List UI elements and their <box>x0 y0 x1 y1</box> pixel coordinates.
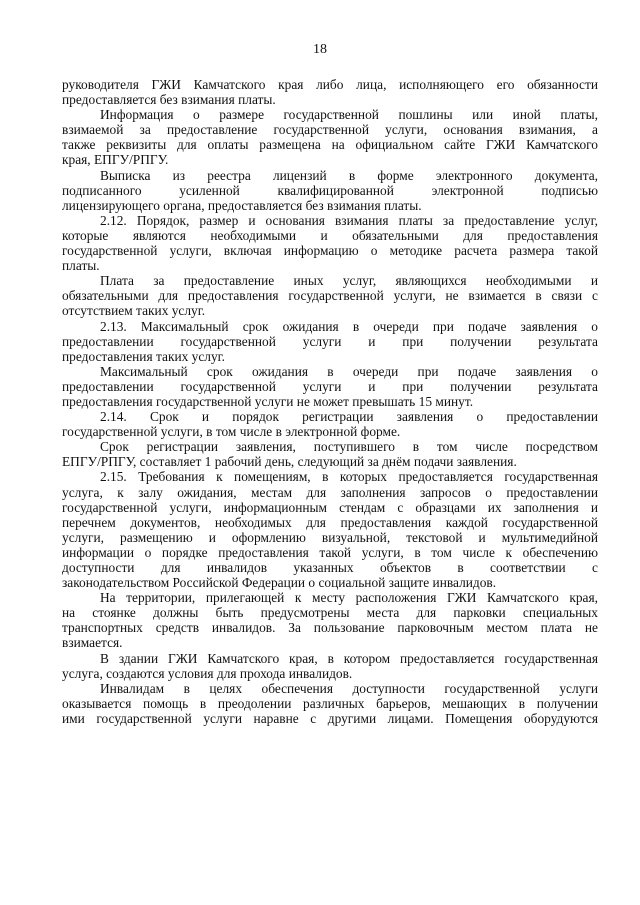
paragraph <box>62 319 598 364</box>
text-line: услуга, к залу ожидания, местам для заполнения запросов о предоставлении <box>62 484 598 500</box>
text-line: В здании ГЖИ Камчатского края, в котором предоставляется государственная <box>100 650 598 666</box>
text-line: доступности для инвалидов указанных объектов в соответствии с <box>62 560 598 575</box>
text-line: предоставлении государственной услуги и при получении результата <box>62 378 598 394</box>
text-line: На территории, прилегающей к месту расположения ГЖИ Камчатского края, <box>100 590 598 606</box>
text-line: информации о порядке предоставления такой услуги, в том числе к обеспечению <box>62 544 598 560</box>
text-line: государственной услуги, в том числе в электронной форме. <box>62 424 401 440</box>
paragraph <box>62 469 598 590</box>
text-line: подписанного усиленной квалифицированной электронной подписью <box>62 182 598 198</box>
text-line: Выписка из реестра лицензий в форме электронного документа, <box>100 167 598 183</box>
text-line: законодательством Российской Федерации о социальной защите инвалидов. <box>62 575 497 591</box>
text-line: Инвалидам в целях обеспечения доступности государственной услуги <box>100 680 598 696</box>
paragraph <box>62 409 598 439</box>
text-line: 2.12. Порядок, размер и основания взимания платы за предоставление услуг, <box>100 212 598 228</box>
paragraph <box>62 273 598 318</box>
text-line: отсутствием таких услуг. <box>62 303 206 319</box>
text-line: оказывается помощь в преодолении различных барьеров, мешающих в получении <box>62 695 598 711</box>
paragraph <box>62 213 598 273</box>
text-line: взимается. <box>62 635 123 651</box>
text-line: услуга, создаются условия для прохода инвалидов. <box>62 665 353 681</box>
text-line: услуги, размещению и оформлению визуальной, текстовой и мультимедийной <box>62 529 598 545</box>
text-line: руководителя ГЖИ Камчатского края либо лица, исполняющего его обязанности <box>62 77 598 92</box>
paragraph <box>62 168 598 213</box>
text-line: края, ЕПГУ/РПГУ. <box>62 152 169 168</box>
text-line: взимаемой за предоставление государственной услуги, основания взимания, а <box>62 122 598 138</box>
text-line: ЕПГУ/РПГУ, составляет 1 рабочий день, следующий за днём подачи заявления. <box>62 454 517 470</box>
text-line: предоставляется без взимания платы. <box>62 92 276 108</box>
text-line: платы. <box>62 258 100 274</box>
document-body <box>62 77 598 726</box>
text-line: государственной услуги, информационным стендам с образцами их заполнения и <box>62 499 598 515</box>
text-line: Максимальный срок ожидания в очереди при подаче заявления о <box>100 363 598 379</box>
text-line: также реквизиты для оплаты размещена на официальном сайте ГЖИ Камчатского <box>62 137 598 153</box>
paragraph <box>62 77 598 107</box>
text-line: 2.15. Требования к помещениям, в которых предоставляется государственная <box>100 469 598 485</box>
text-line: перечнем документов, необходимых для предоставления каждой государственной <box>62 514 598 530</box>
text-line: 2.13. Максимальный срок ожидания в очереди при подаче заявления о <box>100 318 598 334</box>
paragraph <box>62 681 598 726</box>
text-line: Срок регистрации заявления, поступившего в том числе посредством <box>100 439 598 455</box>
paragraph <box>62 590 598 650</box>
text-line: предоставлении государственной услуги и при получении результата <box>62 333 598 349</box>
text-line: Плата за предоставление иных услуг, являющихся необходимыми и <box>100 273 598 289</box>
page-number: 18 <box>313 42 327 57</box>
paragraph <box>62 439 598 469</box>
paragraph <box>62 651 598 681</box>
text-line: которые являются необходимыми и обязательными для предоставления <box>62 227 598 243</box>
paragraph <box>62 364 598 409</box>
text-line: Информация о размере государственной пошлины или иной платы, <box>100 107 598 123</box>
text-line: государственной услуги, включая информацию о методике расчета размера такой <box>62 243 598 259</box>
text-line: предоставления государственной услуги не может превышать 15 минут. <box>62 393 474 409</box>
text-line: предоставления таких услуг. <box>62 348 226 364</box>
text-line: лицензирующего органа, предоставляется без взимания платы. <box>62 197 422 213</box>
text-line: на стоянке должны быть предусмотрены места для парковки специальных <box>62 605 598 621</box>
text-line: ими государственной услуги наравне с другими лицами. Помещения оборудуются <box>62 710 598 726</box>
text-line: транспортных средств инвалидов. За пользование парковочным местом плата не <box>62 620 598 636</box>
text-line: 2.14. Срок и порядок регистрации заявления о предоставлении <box>100 409 598 425</box>
text-line: обязательными для предоставления государственной услуги, не взимается в связи с <box>62 288 598 304</box>
paragraph <box>62 107 598 167</box>
